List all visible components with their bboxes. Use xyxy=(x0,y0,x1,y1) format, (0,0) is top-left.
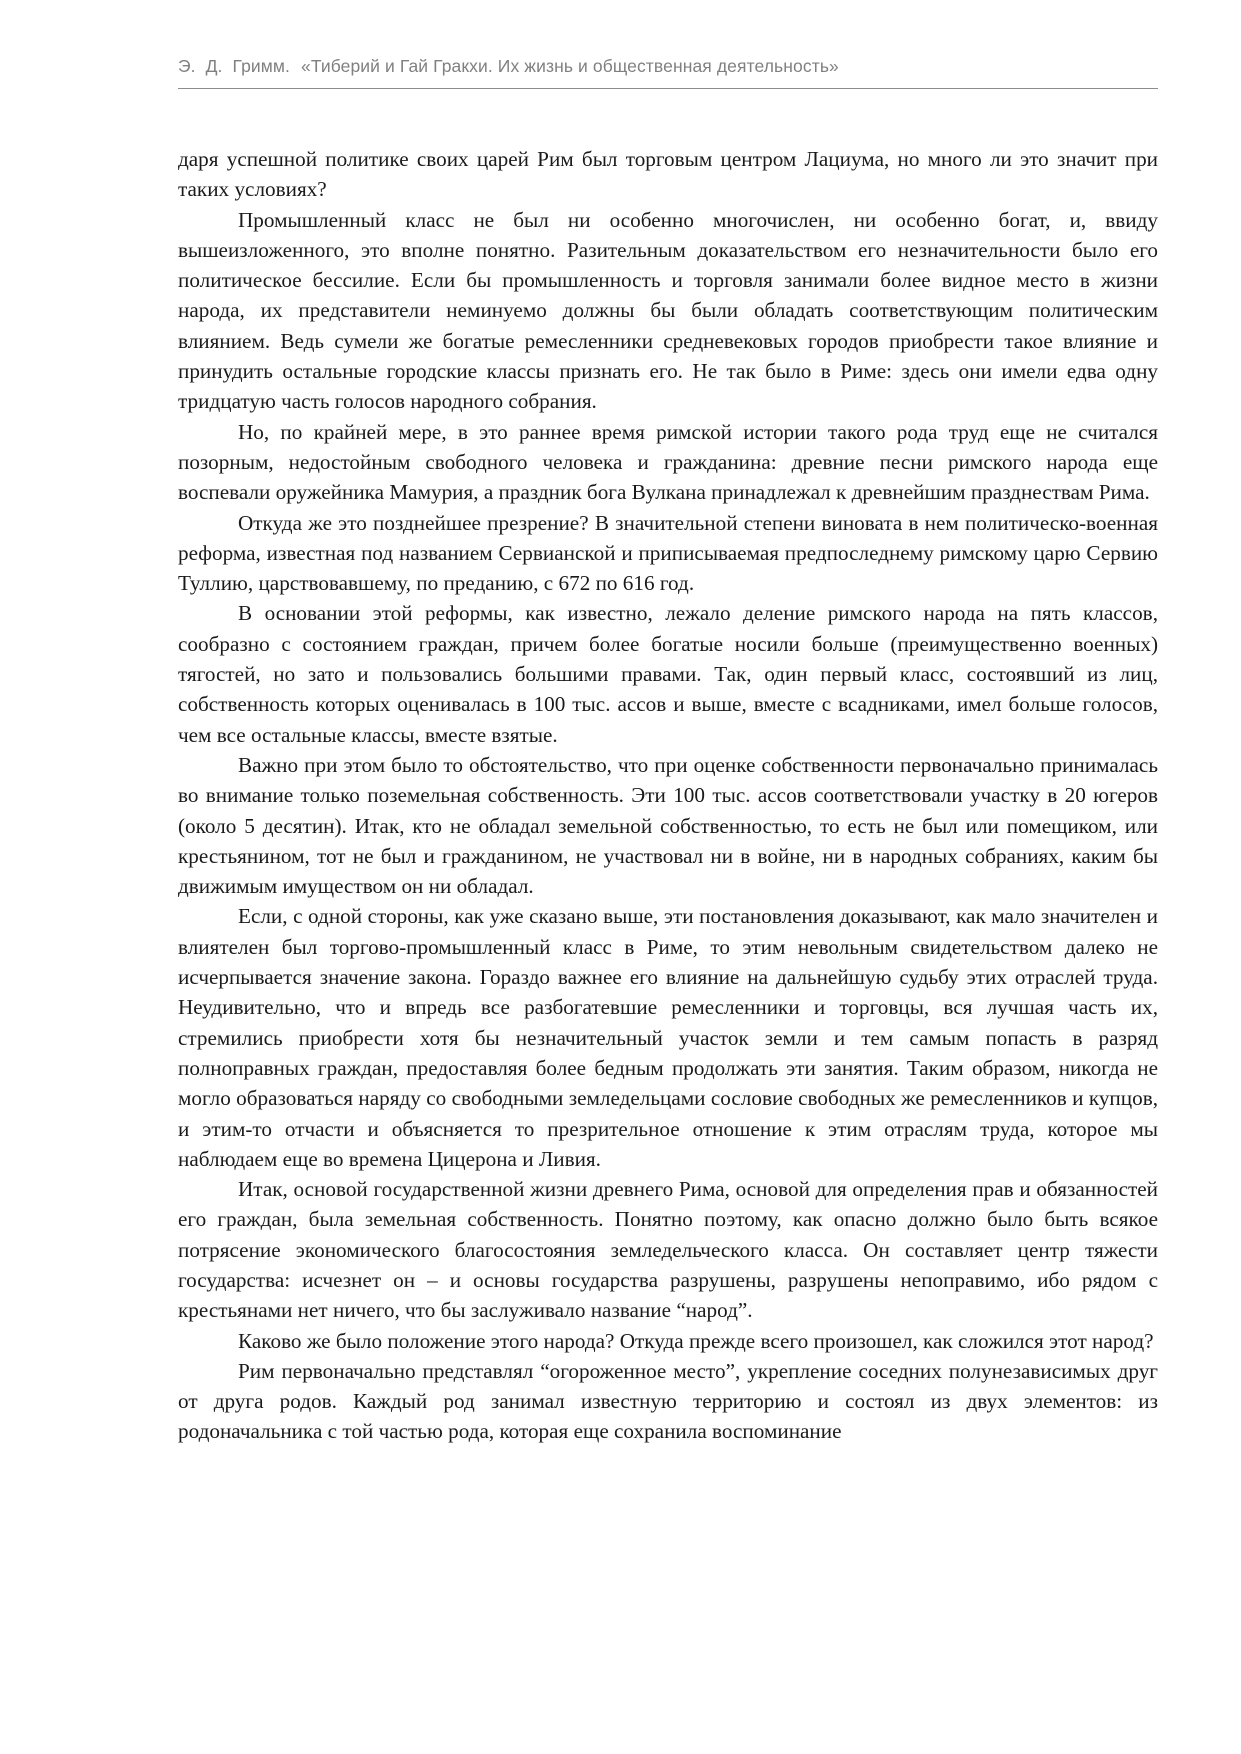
running-header xyxy=(178,56,1158,77)
header-author: Э. Д. Гримм. xyxy=(178,56,291,76)
paragraph: даря успешной политике своих царей Рим был торговым центром Лациума, но много ли это значит при таких условиях? xyxy=(178,147,1158,202)
paragraph: Каково же было положение этого народа? Откуда прежде всего произошел, как сложился этот народ? xyxy=(238,1328,1154,1353)
paragraph: В основании этой реформы, как известно, лежало деление римского народа на пять классов, сообразно с состоянием граждан, причем более богатые носили больше (преимущественно военных) тягостей, но зато и пользовались большими правами. Так, один первый класс, состоявший из лиц, собственность которых оценивалась в 100 тыс. ассов и выше, вместе с всадниками, имел больше голосов, чем все остальные классы, вместе взятые. xyxy=(178,601,1158,747)
paragraph: Промышленный класс не был ни особенно многочислен, ни особенно богат, и, ввиду вышеизложенного, это вполне понятно. Разительным доказательством его незначительности было его политическое бессилие. Если бы промышленность и торговля занимали более видное место в жизни народа, их представители неминуемо должны бы были обладать соответствующим политическим влиянием. Ведь сумели же богатые ремесленники средневековых городов приобрести такое влияние и принудить остальные городские классы признать его. Не так было в Риме: здесь они имели едва одну тридцатую часть голосов народного собрания. xyxy=(178,207,1158,414)
paragraph: Итак, основой государственной жизни древнего Рима, основой для определения прав и обязанностей его граждан, была земельная собственность. Понятно поэтому, как опасно должно было быть всякое потрясение экономического благосостояния земледельческого класса. Он составляет центр тяжести государства: исчезнет он – и основы государства разрушены, разрушены непоправимо, ибо рядом с крестьянами нет ничего, что бы заслуживало название “народ”. xyxy=(178,1177,1158,1323)
paragraph: Важно при этом было то обстоятельство, что при оценке собственности первоначально принималась во внимание только поземельная собственность. Эти 100 тыс. ассов соответствовали участку в 20 югеров (около 5 десятин). Итак, кто не обладал земельной собственностью, то есть не был или помещиком, или крестьянином, тот не был и гражданином, не участвовал ни в войне, ни в народных собраниях, каким бы движимым имуществом он ни обладал. xyxy=(178,752,1158,899)
paragraph: Но, по крайней мере, в это раннее время римской истории такого рода труд еще не считался позорным, недостойным свободного человека и гражданина: древние песни римского народа еще воспевали оружейника Мамурия, а праздник бога Вулкана принадлежал к древнейшим празднествам Рима. xyxy=(178,419,1158,505)
header-rule xyxy=(178,88,1158,89)
header-book-title: «Тиберий и Гай Гракхи. Их жизнь и общественная деятельность» xyxy=(300,56,839,76)
body-text xyxy=(178,144,1158,1447)
paragraph: Если, с одной стороны, как уже сказано выше, эти постановления доказывают, как мало значителен и влиятелен был торгово-промышленный класс в Риме, то этим невольным свидетельством далеко не исчерпывается значение закона. Гораздо важнее его влияние на дальнейшую судьбу этих отраслей труда. Неудивительно, что и впредь все разбогатевшие ремесленники и торговцы, вся лучшая часть их, стремились приобрести хотя бы незначительный участок земли и тем самым попасть в разряд полноправных граждан, предоставляя более бедным продолжать эти занятия. Таким образом, никогда не могло образоваться наряду со свободными земледельцами сословие свободных же ремесленников и купцов, и этим-то отчасти и объясняется то презрительное отношение к этим отраслям труда, которое мы наблюдаем еще во времена Цицерона и Ливия. xyxy=(178,904,1158,1171)
paragraph: Откуда же это позднейшее презрение? В значительной степени виновата в нем политическо-военная реформа, известная под названием Сервианской и приписываемая предпоследнему римскому царю Сервию Туллию, царствовавшему, по преданию, с 672 по 616 год. xyxy=(178,510,1158,596)
paragraph: Рим первоначально представлял “огороженное место”, укрепление соседних полунезависимых друг от друга родов. Каждый род занимал известную территорию и состоял из двух элементов: из родоначальника с той частью рода, которая еще сохранила воспоминание xyxy=(178,1358,1158,1444)
